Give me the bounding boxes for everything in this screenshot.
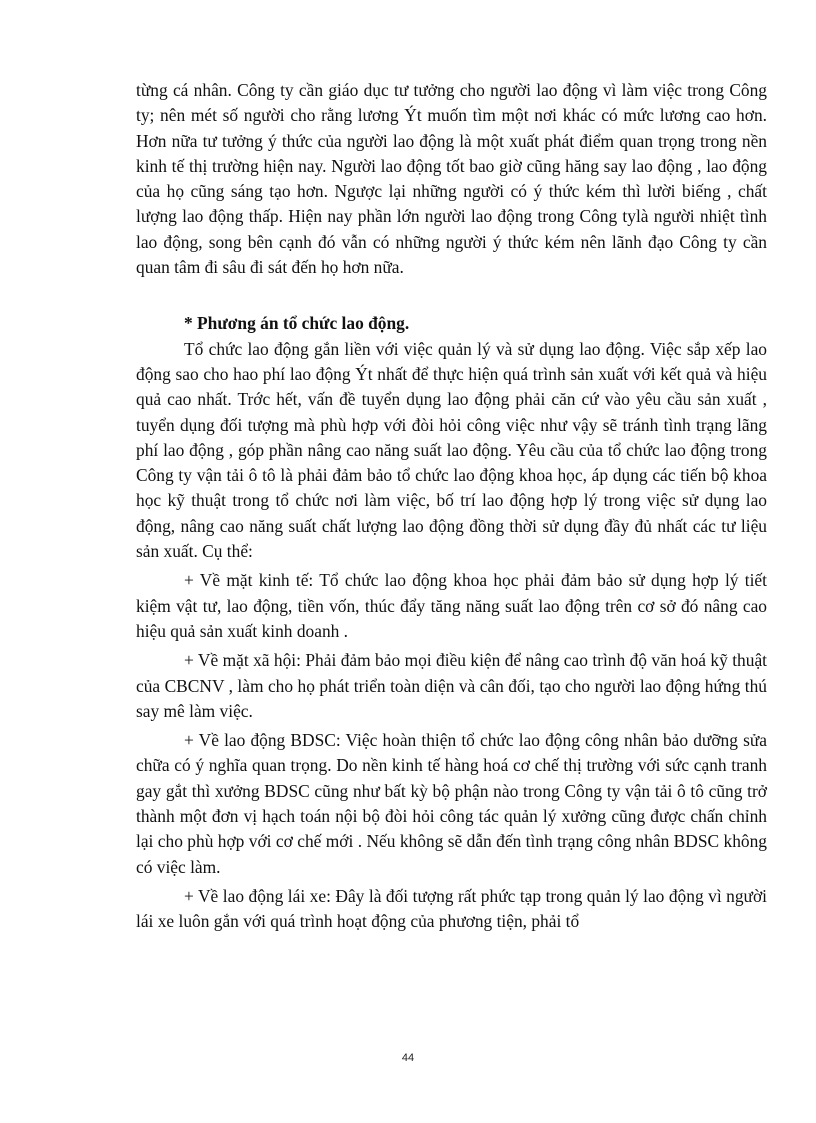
page-number: 44	[401, 1052, 415, 1064]
social-point-paragraph: + Về mặt xã hội: Phải đảm bảo mọi điều kiện để nâng cao trình độ văn hoá kỹ thuật của CBCNV , làm cho họ phát triển toàn diện và cân đối, tạo cho người lao động hứng thú say mê làm việc.	[136, 650, 767, 721]
bdsc-point-paragraph: + Về lao động BDSC: Việc hoàn thiện tổ chức lao động công nhân bảo dưỡng sửa chữa có ý nghĩa quan trọng. Do nền kinh tế hàng hoá cơ chế thị trường với sức cạnh tranh gay gắt thì xưởng BDSC cũng như bất kỳ bộ phận nào trong Công ty vận tải ô tô cũng trở thành một đơn vị hạch toán nội bộ đòi hỏi công tác quản lý xưởng cũng được chấn chỉnh lại cho phù hợp với cơ chế mới . Nếu không sẽ dẫn đến tình trạng công nhân BDSC không có việc làm.	[136, 730, 767, 877]
economic-point-paragraph: + Về mặt kinh tế: Tổ chức lao động khoa học phải đảm bảo sử dụng hợp lý tiết kiệm vật tư, lao động, tiền vốn, thúc đẩy tăng năng suất lao động trên cơ sở đó nâng cao hiệu quả sản xuất kinh doanh .	[136, 570, 767, 641]
section-heading: * Phương án tổ chức lao động.	[184, 313, 410, 334]
section-paragraph: Tổ chức lao động gắn liền với việc quản lý và sử dụng lao động. Việc sắp xếp lao động sao cho hao phí lao động Ýt nhất để thực hiện quá trình sản xuất với kết quả và hiệu quả cao nhất. Trớc hết, vấn đề tuyển dụng lao động phải căn cứ vào yêu cầu sản xuất , tuyển dụng đối tượng mà phù hợp với đòi hỏi công việc như vậy sẽ tránh tình trạng lãng phí lao động , góp phần nâng cao năng suất lao động. Yêu cầu của tổ chức lao động trong Công ty vận tải ô tô là phải đảm bảo tổ chức lao động khoa học, áp dụng các tiến bộ khoa học kỹ thuật trong tổ chức nơi làm việc, bố trí lao động hợp lý trong việc sử dụng lao động, nâng cao năng suất chất lượng lao động đồng thời sử dụng đầy đủ nhất các tư liệu sản xuất. Cụ thể:	[136, 338, 767, 562]
intro-paragraph: từng cá nhân. Công ty cần giáo dục tư tưởng cho người lao động vì làm việc trong Công ty; nên mét số người cho rằng lương Ýt muốn tìm một nơi khác có mức lương cao hơn. Hơn nữa tư tưởng ý thức của người lao động là một xuất phát điểm quan trọng trong nền kinh tế thị trường hiện nay. Người lao động tốt bao giờ cũng hăng say lao động , lao động của họ cũng sáng tạo hơn. Ngược lại những người có ý thức kém thì lười biếng , chất lượng lao động thấp. Hiện nay phần lớn người lao động trong Công tylà người nhiệt tình lao động, song bên cạnh đó vẫn có những người ý thức kém nên lãnh đạo Công ty cần quan tâm đi sâu đi sát đến họ hơn nữa.	[136, 80, 767, 278]
page-body	[136, 78, 767, 935]
driver-point-paragraph: + Về lao động lái xe: Đây là đối tượng rất phức tạp trong quản lý lao động vì người lái xe luôn gắn với quá trình hoạt động của phương tiện, phải tổ	[136, 885, 767, 932]
